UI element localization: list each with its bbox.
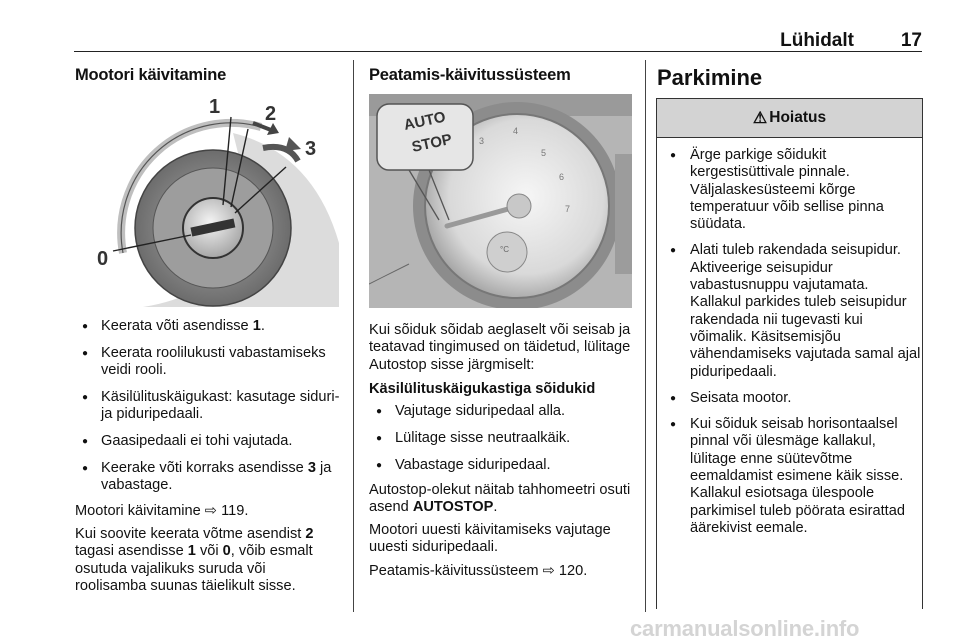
- section-title: Parkimine: [657, 65, 763, 90]
- right-display: [615, 154, 632, 274]
- start-steps-list: [75, 318, 340, 494]
- section-title: Mootori käivitamine: [75, 66, 227, 84]
- list-item: ● Kui sõiduk seisab horisontaalsel pinnal või ülesmäge kallakul, lülitage enne süütevõtme eemaldamist esimene käik sisse. Kallakul esiotsaga ülespoole parkimisel tuleb pöörata esirattad äärekivist eemale.: [657, 416, 922, 537]
- subheading: Käsilülituskäigukastiga sõidukid: [369, 380, 596, 397]
- cross-reference: Peatamis-käivitussüsteem ⇨ 120.: [369, 562, 588, 579]
- column-engine-start: [75, 60, 340, 85]
- autostop-label-auto: AUTO: [402, 108, 448, 134]
- ignition-switch-illustration: [83, 93, 339, 307]
- svg-text:5: 5: [541, 148, 547, 158]
- paragraph: Mootori uuesti käivitamiseks vajutage uuesti siduripedaali.: [369, 522, 611, 556]
- warning-body: [657, 138, 922, 537]
- header-rule: [74, 51, 922, 52]
- list-item: ● Gaasipedaali ei tohi vajutada.: [75, 433, 340, 450]
- warning-box: [656, 98, 923, 610]
- autostop-steps-list: [369, 403, 634, 474]
- label-0: 0: [97, 248, 109, 270]
- list-item: ● Keerake võti korraks asendisse 3 ja vabastage.: [75, 460, 340, 495]
- list-item: ● Seisata mootor.: [657, 390, 922, 407]
- list-item: ● Lülitage sisse neutraalkäik.: [369, 430, 634, 447]
- list-item: ● Käsilülituskäigukast: kasutage siduri- ja piduripedaali.: [75, 389, 340, 424]
- list-item: ● Vajutage siduripedaal alla.: [369, 403, 634, 420]
- warning-triangle-icon: ⚠: [752, 110, 768, 127]
- paragraph: Kui soovite keerata võtme asendist 2 tagasi asendisse 1 või 0, võib esmalt osutuda vajalikuks suruda või roolisamba suunas täielikult sisse.: [75, 526, 314, 595]
- temperature-label: °C: [500, 245, 509, 254]
- cross-reference: Mootori käivitamine ⇨ 119.: [75, 502, 249, 519]
- label-2: 2: [265, 103, 277, 125]
- paragraph: Autostop-olekut näitab tahhomeetri osuti asend AUTOSTOP.: [369, 481, 631, 515]
- label-3: 3: [305, 138, 317, 160]
- autostop-label-stop: STOP: [410, 130, 454, 156]
- section-title: Peatamis-käivitussüsteem: [369, 66, 571, 84]
- svg-text:3: 3: [479, 136, 485, 146]
- svg-text:4: 4: [513, 126, 519, 136]
- list-item: ● Keerata roolilukusti vabastamiseks veidi rooli.: [75, 345, 340, 380]
- warning-header: [657, 99, 922, 138]
- column-divider: [353, 60, 354, 612]
- reference-arrow-icon: ⇨: [542, 562, 555, 579]
- list-item: ● Ärge parkige sõidukit kergestisüttivale pinnale. Väljalaskesüsteemi kõrge temperatuur võib sellise pinna süüdata.: [657, 147, 922, 233]
- page-number: 17: [900, 30, 922, 51]
- paragraph: Kui sõiduk sõidab aeglaselt või seisab ja teatavad tingimused on täidetud, lülitage Autostop sisse järgmiselt:: [369, 322, 631, 373]
- column-divider: [645, 60, 646, 612]
- label-1: 1: [209, 96, 221, 118]
- stop-start-text: [369, 322, 634, 580]
- warning-list: [657, 147, 922, 537]
- page-header: [0, 0, 960, 52]
- warning-label: Hoiatus: [769, 109, 827, 126]
- svg-text:7: 7: [565, 204, 571, 214]
- column-stop-start: [369, 60, 634, 85]
- needle-hub: [507, 194, 531, 218]
- engine-start-text: [75, 318, 340, 595]
- list-item: ● Keerata võti asendisse 1.: [75, 318, 340, 335]
- svg-text:6: 6: [559, 172, 565, 182]
- watermark: carmanualsonline.info: [630, 616, 860, 641]
- list-item: ● Vabastage siduripedaal.: [369, 457, 634, 474]
- column-parking: [657, 60, 922, 91]
- instrument-cluster-illustration: [369, 94, 632, 308]
- reference-arrow-icon: ⇨: [204, 502, 218, 519]
- list-item: ● Alati tuleb rakendada seisupidur. Aktiveerige seisupidur vabastusnuppu vajutamata. Kallakul parkides tuleb seisupidur rakendada nii tugevasti kui võimalik. Käsitsemisjõu vähendamiseks vajutada samal ajal piduripedaali.: [657, 242, 922, 380]
- header-title: Lühidalt: [780, 30, 854, 51]
